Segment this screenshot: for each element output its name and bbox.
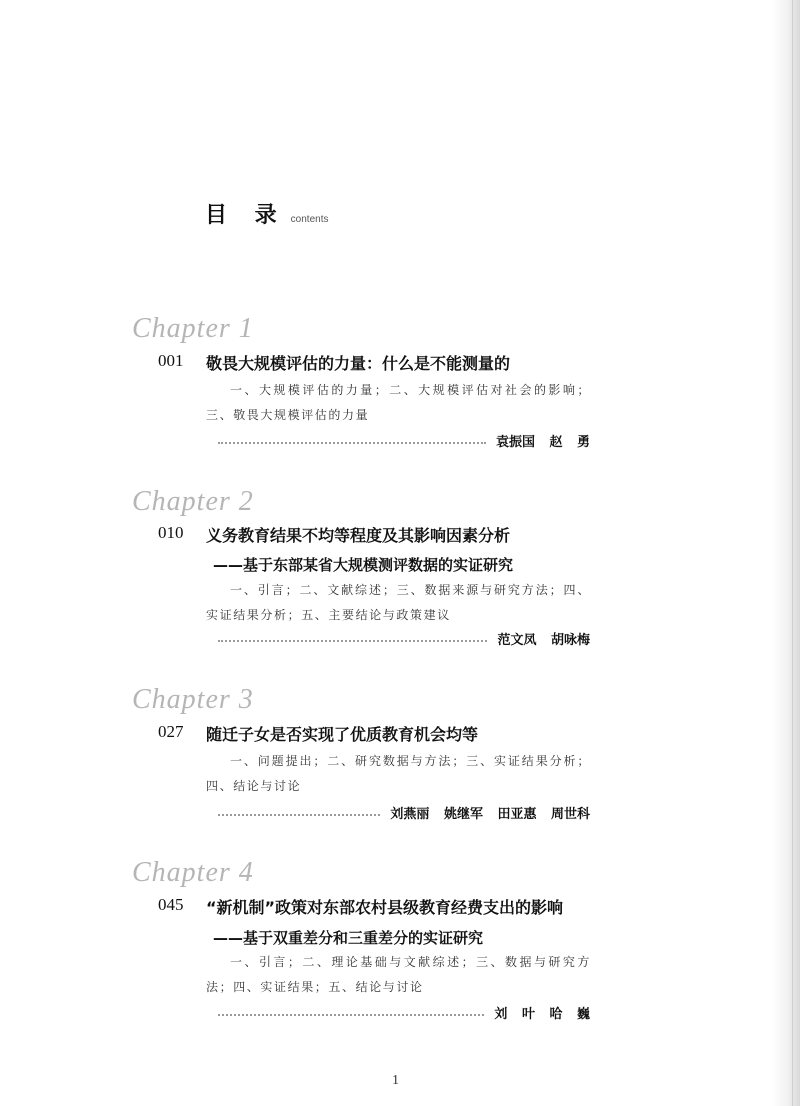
entry-summary: 一、引言；二、文献综述；三、数据来源与研究方法；四、实证结果分析；五、主要结论与政策建议: [206, 583, 591, 622]
entry-summary: 一、大规模评估的力量；二、大规模评估对社会的影响；三、敬畏大规模评估的力量: [206, 383, 591, 422]
entry-page-number[interactable]: 045: [158, 895, 184, 914]
toc-title: 目 录: [205, 203, 287, 228]
entry-title[interactable]: 敬畏大规模评估的力量：什么是不能测量的: [206, 354, 511, 373]
dot-leader: [218, 1014, 484, 1016]
chapter-label: Chapter 4: [132, 857, 254, 888]
entry-page-number[interactable]: 027: [158, 722, 184, 741]
author-line: [218, 629, 590, 648]
dot-leader: [218, 640, 487, 642]
dot-leader: [218, 814, 380, 816]
entry-authors: 范文凤 胡咏梅: [497, 633, 590, 648]
chapter-label: Chapter 2: [132, 486, 254, 517]
entry-summary: 一、问题提出；二、研究数据与方法；三、实证结果分析；四、结论与讨论: [206, 754, 591, 793]
entry-authors: 袁振国 赵 勇: [495, 435, 590, 450]
entry-title[interactable]: “新机制”政策对东部农村县级教育经费支出的影响: [206, 898, 564, 917]
page-edge: [772, 0, 800, 1106]
entry-title[interactable]: 随迁子女是否实现了优质教育机会均等: [206, 725, 479, 744]
entry-page-number[interactable]: 010: [158, 523, 184, 542]
page-number: 1: [392, 1073, 399, 1088]
entry-subtitle: ——基于双重差分和三重差分的实证研究: [213, 929, 484, 947]
chapter-label: Chapter 3: [132, 684, 254, 715]
toc-heading: [205, 198, 328, 229]
chapter-label: Chapter 1: [132, 313, 254, 344]
entry-summary: 一、引言；二、理论基础与文献综述；三、数据与研究方法；四、实证结果；五、结论与讨论: [206, 955, 591, 994]
author-line: [218, 803, 590, 822]
entry-authors: 刘燕丽 姚继军 田亚惠 周世科: [390, 807, 590, 822]
author-line: [218, 431, 590, 450]
toc-subtitle: contents: [290, 214, 329, 225]
entry-authors: 刘 叶 哈 巍: [494, 1007, 590, 1022]
entry-page-number[interactable]: 001: [158, 351, 184, 370]
author-line: [218, 1003, 590, 1022]
dot-leader: [218, 442, 486, 444]
entry-subtitle: ——基于东部某省大规模测评数据的实证研究: [213, 556, 514, 574]
entry-title[interactable]: 义务教育结果不均等程度及其影响因素分析: [206, 526, 511, 545]
